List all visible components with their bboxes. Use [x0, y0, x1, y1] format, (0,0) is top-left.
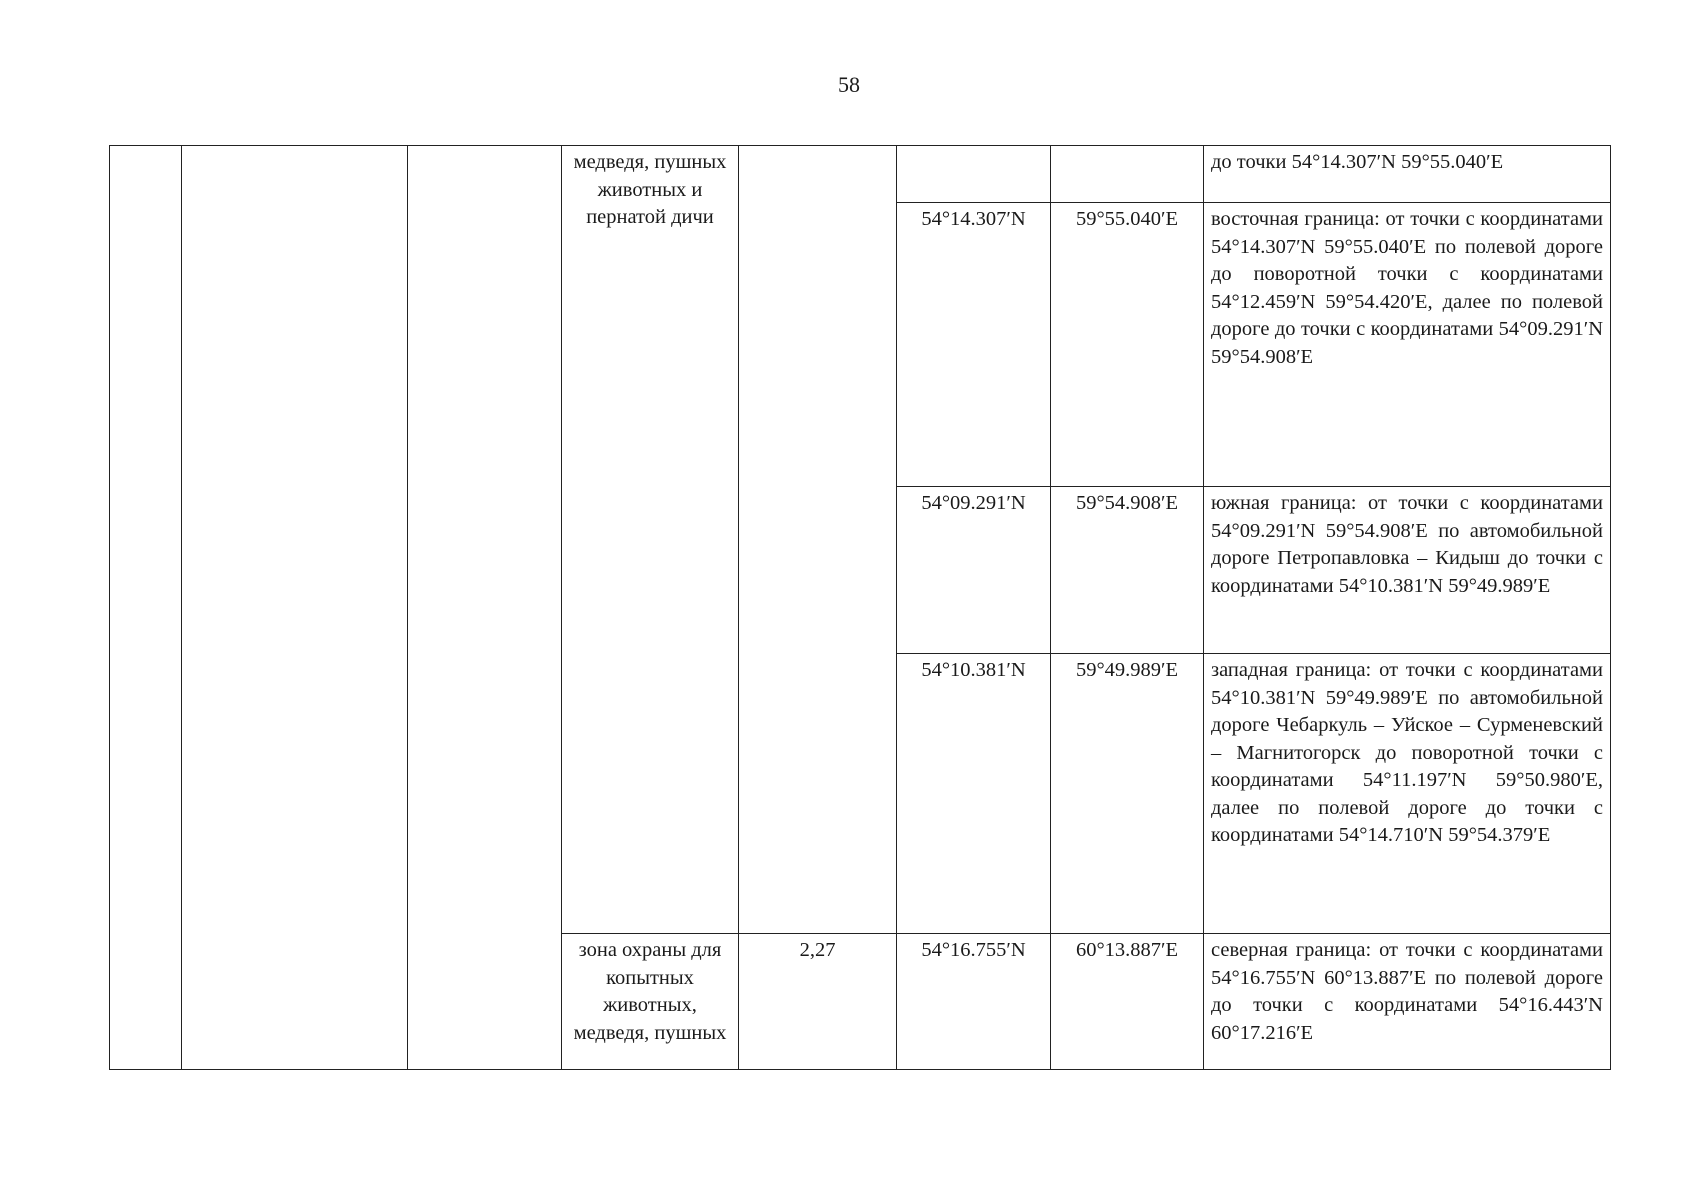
col-location-cell	[408, 146, 562, 1070]
area-cell	[739, 146, 897, 934]
page-number: 58	[838, 72, 860, 97]
zone-type-cell: медведя, пушных животных и пернатой дичи	[562, 146, 739, 934]
lat-cell: 54°09.291′N	[897, 487, 1051, 654]
lon-cell: 59°49.989′E	[1051, 654, 1204, 934]
col-number-cell	[110, 146, 182, 1070]
boundary-description: восточная граница: от точки с координатами 54°14.307′N 59°55.040′E по полевой дороге до поворотной точки с координатами 54°12.459′N 59°54.420′E, далее по полевой дороге до точки с координатами 54°09.291′N 59°54.908′E	[1204, 203, 1611, 487]
lon-cell	[1051, 146, 1204, 203]
lon-cell: 60°13.887′E	[1051, 934, 1204, 1070]
lat-cell: 54°10.381′N	[897, 654, 1051, 934]
col-name-cell	[182, 146, 408, 1070]
boundary-description: северная граница: от точки с координатами 54°16.755′N 60°13.887′E по полевой дороге до точки с координатами 54°16.443′N 60°17.216′E	[1204, 934, 1611, 1070]
table-row	[110, 146, 1611, 203]
area-cell: 2,27	[739, 934, 897, 1070]
lat-cell: 54°16.755′N	[897, 934, 1051, 1070]
zone-type-cell: зона охраны для копытных животных, медведя, пушных	[562, 934, 739, 1070]
boundary-description: южная граница: от точки с координатами 54°09.291′N 59°54.908′E по автомобильной дороге Петропавловка – Кидыш до точки с координатами 54°10.381′N 59°49.989′E	[1204, 487, 1611, 654]
lon-cell: 59°55.040′E	[1051, 203, 1204, 487]
boundary-description: до точки 54°14.307′N 59°55.040′E	[1204, 146, 1611, 203]
lat-cell	[897, 146, 1051, 203]
coordinates-table	[109, 145, 1611, 1070]
lat-cell: 54°14.307′N	[897, 203, 1051, 487]
lon-cell: 59°54.908′E	[1051, 487, 1204, 654]
boundary-description: западная граница: от точки с координатами 54°10.381′N 59°49.989′E по автомобильной дороге Чебаркуль – Уйское – Сурменевский – Магнитогорск до поворотной точки с координатами 54°11.197′N 59°50.980′E, далее по полевой дороге до точки с координатами 54°14.710′N 59°54.379′E	[1204, 654, 1611, 934]
